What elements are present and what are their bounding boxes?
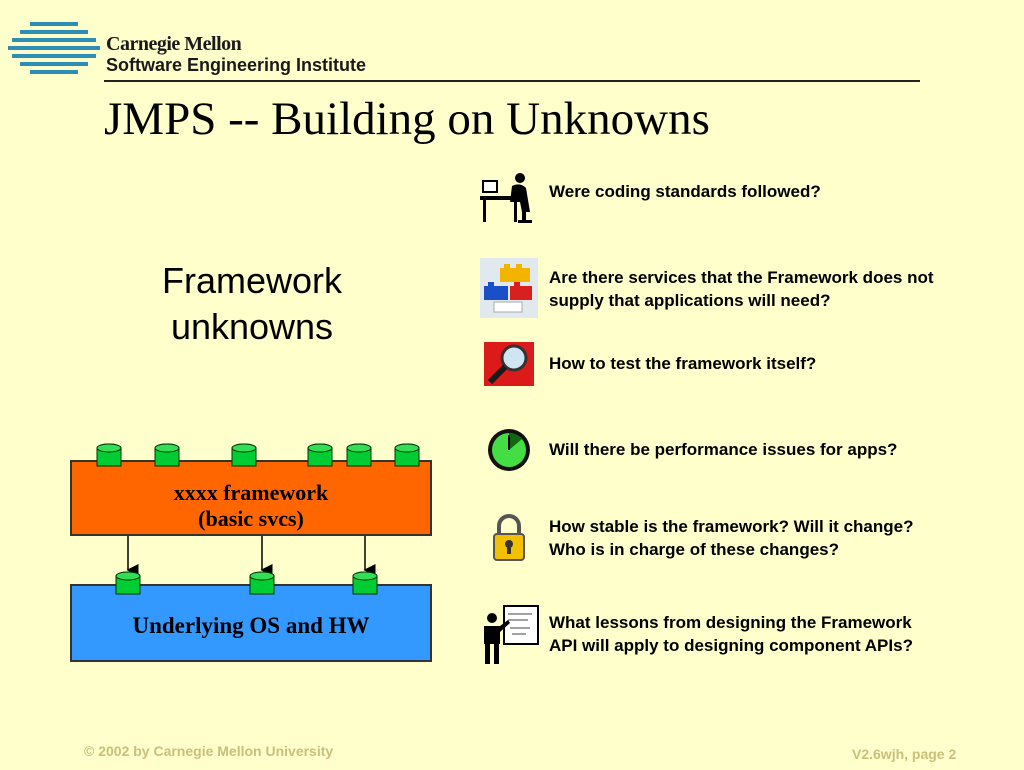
clock-icon — [486, 427, 532, 473]
institute-name: Software Engineering Institute — [106, 55, 367, 75]
framework-box-line1: xxxx framework — [173, 480, 329, 505]
presenter-icon — [480, 604, 540, 666]
footer-page-number: V2.6wjh, page 2 — [852, 746, 957, 762]
lego-blocks-icon — [480, 258, 538, 318]
question-line: Who is in charge of these changes? — [549, 540, 839, 559]
question-line: Were coding standards followed? — [549, 182, 821, 201]
question-testing — [549, 352, 816, 375]
magnifier-icon — [484, 342, 534, 386]
dependency-arrows — [128, 536, 365, 570]
subtitle-line1: Framework — [161, 260, 343, 301]
slide-title: JMPS -- Building on Unknowns — [104, 93, 710, 145]
footer-copyright: © 2002 by Carnegie Mellon University — [84, 743, 334, 759]
desk-worker-icon — [480, 172, 536, 224]
framework-box-line2: (basic svcs) — [198, 506, 304, 531]
question-line: Are there services that the Framework does not — [549, 268, 934, 287]
question-line: What lessons from designing the Framework — [549, 613, 912, 632]
question-line: supply that applications will need? — [549, 291, 831, 310]
os-box — [70, 584, 432, 662]
framework-box — [70, 460, 432, 536]
padlock-icon — [491, 514, 527, 562]
question-missing-services — [549, 266, 934, 312]
question-line: How stable is the framework? Will it change? — [549, 517, 914, 536]
question-api-lessons — [549, 611, 913, 657]
question-stability — [549, 515, 913, 561]
question-line: Will there be performance issues for apps? — [549, 440, 898, 459]
org-name: Carnegie Mellon — [106, 33, 242, 55]
question-line: How to test the framework itself? — [549, 354, 817, 373]
subtitle-line2: unknowns — [170, 306, 334, 347]
os-box-label: Underlying OS and HW — [132, 613, 370, 638]
question-coding-standards — [549, 180, 821, 203]
question-line: API will apply to designing component APIs? — [549, 636, 913, 655]
question-performance — [549, 438, 897, 461]
